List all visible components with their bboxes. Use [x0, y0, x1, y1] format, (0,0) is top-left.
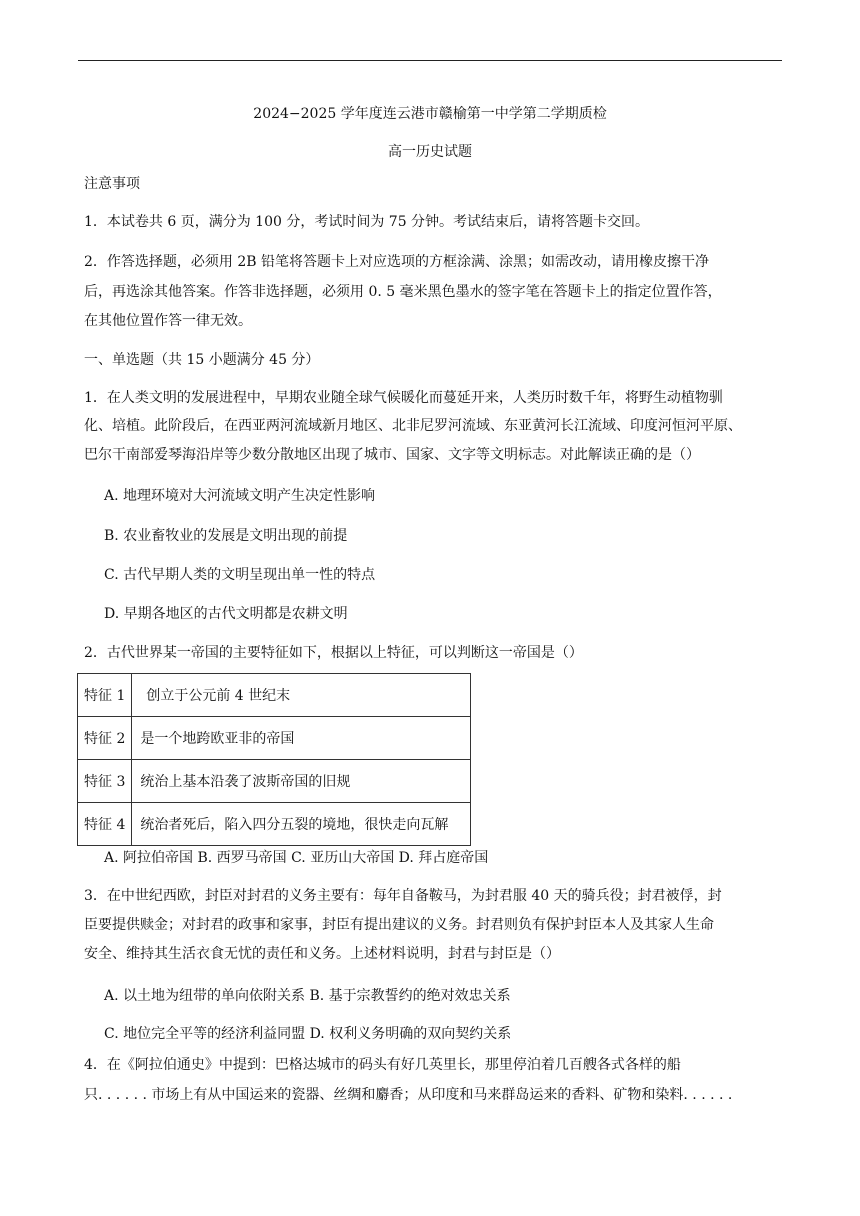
q1-option-d: D. 早期各地区的古代文明都是农耕文明 — [104, 606, 348, 622]
feature-text: 创立于公元前 4 世纪末 — [132, 674, 471, 717]
q4-stem-line-2: 只. . . . . . 市场上有从中国运来的瓷器、丝绸和麝香；从印度和马来群岛运来的香料、矿物和染料. . . . . . — [84, 1087, 733, 1103]
notice-item-2-line-1: 2．作答选择题，必须用 2B 铅笔将答题卡上对应选项的方框涂满、涂黑；如需改动，请用橡皮擦干净 — [84, 254, 710, 270]
feature-label: 特征 3 — [78, 760, 132, 803]
q2-stem: 2．古代世界某一帝国的主要特征如下，根据以上特征，可以判断这一帝国是（） — [84, 645, 583, 661]
q1-stem-line-1: 1．在人类文明的发展进程中，早期农业随全球气候暖化而蔓延开来，人类历时数千年，将野生动植物驯 — [84, 390, 723, 406]
q4-stem-line-1: 4．在《阿拉伯通史》中提到：巴格达城市的码头有好几英里长，那里停泊着几百艘各式各样的船 — [84, 1057, 681, 1073]
table-row — [78, 760, 471, 803]
exam-title: 2024−2025 学年度连云港市赣榆第一中学第二学期质检 — [253, 106, 607, 122]
feature-text: 统治上基本沿袭了波斯帝国的旧规 — [132, 760, 471, 803]
q2-feature-table — [77, 673, 471, 846]
q2-options: A. 阿拉伯帝国 B. 西罗马帝国 C. 亚历山大帝国 D. 拜占庭帝国 — [104, 850, 489, 866]
q3-stem-line-2: 臣要提供赎金；对封君的政事和家事，封臣有提出建议的义务。封君则负有保护封臣本人及其家人生命 — [84, 917, 714, 933]
notice-item-2-line-2: 后，再选涂其他答案。作答非选择题，必须用 0. 5 毫米黑色墨水的签字笔在答题卡上的指定位置作答， — [84, 284, 722, 300]
feature-label: 特征 1 — [78, 674, 132, 717]
q3-stem-line-3: 安全、维持其生活衣食无忧的责任和义务。上述材料说明，封君与封臣是（） — [84, 946, 560, 962]
q3-stem-line-1: 3．在中世纪西欧，封臣对封君的义务主要有：每年自备鞍马，为封君服 40 天的骑兵役；封君被俘，封 — [84, 888, 722, 904]
notice-heading: 注意事项 — [84, 176, 140, 192]
q3-options-line-1: A. 以土地为纽带的单向依附关系 B. 基于宗教誓约的绝对效忠关系 — [104, 988, 511, 1004]
q1-stem-line-3: 巴尔干南部爱琴海沿岸等少数分散地区出现了城市、国家、文字等文明标志。对此解读正确的是（） — [84, 447, 700, 463]
notice-item-1: 1．本试卷共 6 页，满分为 100 分，考试时间为 75 分钟。考试结束后，请将答题卡交回。 — [84, 214, 650, 230]
notice-item-2-line-3: 在其他位置作答一律无效。 — [84, 313, 252, 329]
header-rule — [78, 60, 782, 61]
table-row — [78, 717, 471, 760]
feature-label: 特征 4 — [78, 803, 132, 846]
q1-option-c: C. 古代早期人类的文明呈现出单一性的特点 — [104, 567, 376, 583]
feature-text: 是一个地跨欧亚非的帝国 — [132, 717, 471, 760]
table-row — [78, 803, 471, 846]
q1-option-a: A. 地理环境对大河流域文明产生决定性影响 — [104, 488, 376, 504]
table-row — [78, 674, 471, 717]
q1-stem-line-2: 化、培植。此阶段后，在西亚两河流域新月地区、北非尼罗河流域、东亚黄河长江流域、印度河恒河平原、 — [84, 418, 742, 434]
q3-options-line-2: C. 地位完全平等的经济利益同盟 D. 权利义务明确的双向契约关系 — [104, 1026, 512, 1042]
q1-option-b: B. 农业畜牧业的发展是文明出现的前提 — [104, 528, 348, 544]
section-heading: 一、单选题（共 15 小题满分 45 分） — [84, 352, 320, 368]
feature-label: 特征 2 — [78, 717, 132, 760]
feature-text: 统治者死后，陷入四分五裂的境地，很快走向瓦解 — [132, 803, 471, 846]
exam-subtitle: 高一历史试题 — [388, 144, 472, 160]
